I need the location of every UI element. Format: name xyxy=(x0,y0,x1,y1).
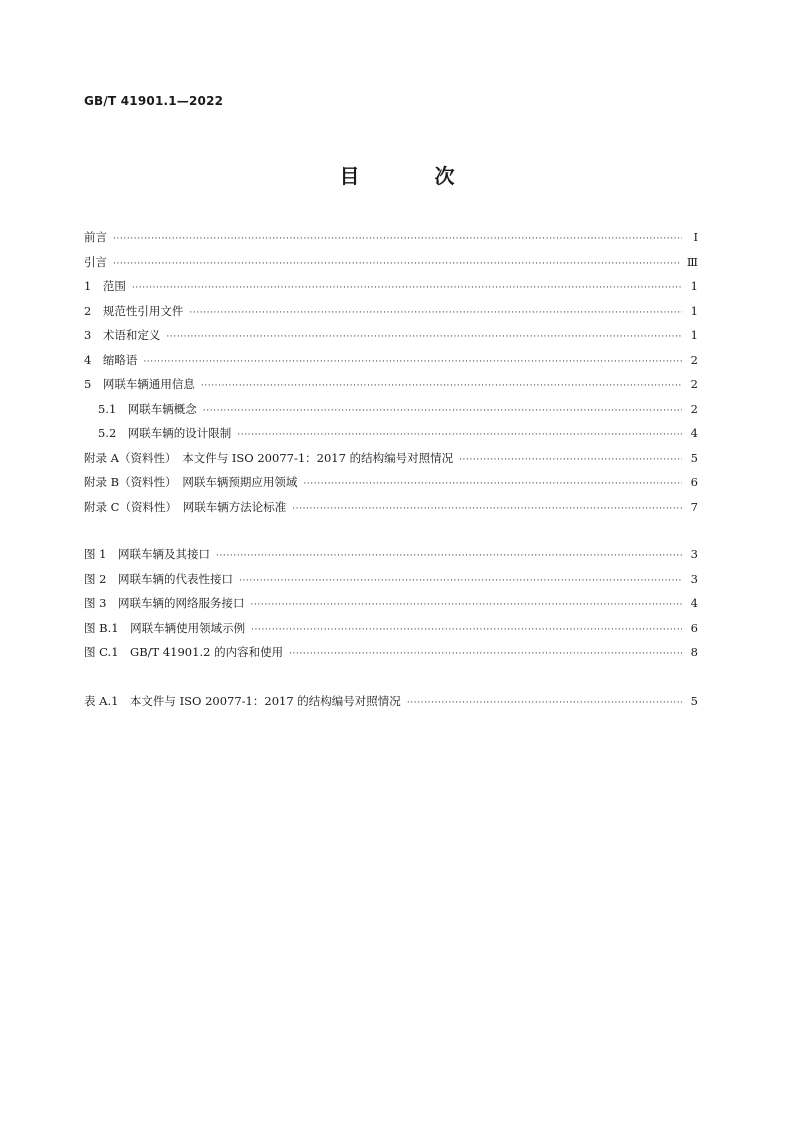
toc-entry-page: 5 xyxy=(690,694,698,708)
toc-entry-figure-b1[interactable] xyxy=(84,616,698,641)
toc-entry-figure-3[interactable] xyxy=(84,591,698,616)
toc-figures xyxy=(84,542,698,665)
dot-leader xyxy=(166,325,682,350)
toc-entry-label: 1 范围 xyxy=(84,279,126,293)
dot-leader xyxy=(251,618,682,643)
toc-entry-label: 图 C.1 GB/T 41901.2 的内容和使用 xyxy=(84,645,284,659)
toc-entry-figure-1[interactable] xyxy=(84,542,698,567)
dot-leader xyxy=(289,642,682,667)
page-title: 目 次 xyxy=(339,164,489,188)
toc-tables xyxy=(84,689,698,714)
toc-entry-figure-2[interactable] xyxy=(84,567,698,592)
toc-entry-label: 4 缩略语 xyxy=(84,352,138,367)
dot-leader xyxy=(143,350,682,375)
toc-entry-page: 8 xyxy=(690,645,698,659)
toc-entry-label: 附录 B（资料性） 网联车辆预期应用领域 xyxy=(84,475,298,489)
toc-sections xyxy=(84,225,698,519)
toc-entry-introduction[interactable] xyxy=(84,250,698,275)
toc-entry-page: 1 xyxy=(690,303,698,318)
dot-leader xyxy=(201,374,682,399)
toc-entry-label: 前言 xyxy=(84,230,107,244)
toc-entry-annex-a[interactable] xyxy=(84,446,698,471)
toc-entry-annex-b[interactable] xyxy=(84,470,698,495)
toc-entry-scope[interactable] xyxy=(84,274,698,299)
toc-entry-page: 4 xyxy=(690,426,698,440)
toc-entry-label: 表 A.1 本文件与 ISO 20077-1：2017 的结构编号对照情况 xyxy=(84,694,401,708)
toc-entry-abbreviations[interactable] xyxy=(84,348,698,373)
toc-entry-page: 5 xyxy=(690,450,698,465)
toc-entry-concept[interactable] xyxy=(84,397,698,422)
toc-entry-terms-definitions[interactable] xyxy=(84,323,698,348)
toc-entry-table-a1[interactable] xyxy=(84,689,698,714)
toc-entry-page: 1 xyxy=(690,328,698,342)
toc-entry-general-info[interactable] xyxy=(84,372,698,397)
dot-leader xyxy=(250,593,682,618)
toc-entry-label: 附录 C（资料性） 网联车辆方法论标准 xyxy=(84,499,287,514)
toc-entry-label: 2 规范性引用文件 xyxy=(84,303,184,318)
toc-entry-foreword[interactable] xyxy=(84,225,698,250)
toc-entry-page: 7 xyxy=(690,499,698,514)
toc-entry-page: 2 xyxy=(690,377,698,391)
dot-leader xyxy=(237,423,682,448)
toc-entry-page: 1 xyxy=(690,279,698,293)
toc-entry-label: 5.2 网联车辆的设计限制 xyxy=(98,426,232,440)
toc-entry-label: 附录 A（资料性） 本文件与 ISO 20077-1：2017 的结构编号对照情况 xyxy=(84,450,454,465)
dot-leader xyxy=(113,252,681,277)
dot-leader xyxy=(216,544,682,569)
dot-leader xyxy=(407,691,682,716)
toc-entry-page: 3 xyxy=(690,547,698,561)
toc-entry-label: 引言 xyxy=(84,254,107,269)
dot-leader xyxy=(292,497,682,522)
dot-leader xyxy=(459,448,682,473)
toc-entry-label: 图 B.1 网联车辆使用领域示例 xyxy=(84,620,246,635)
toc-entry-page: 6 xyxy=(690,475,698,489)
toc-entry-page: Ⅰ xyxy=(693,230,698,244)
toc-entry-label: 图 3 网联车辆的网络服务接口 xyxy=(84,596,245,610)
standard-number: GB/T 41901.1—2022 xyxy=(84,94,224,108)
toc-entry-design-limits[interactable] xyxy=(84,421,698,446)
dot-leader xyxy=(203,399,682,424)
toc-entry-annex-c[interactable] xyxy=(84,495,698,520)
dot-leader xyxy=(132,276,682,301)
toc-entry-label: 3 术语和定义 xyxy=(84,328,161,342)
toc-entry-page: 3 xyxy=(690,571,698,586)
toc-entry-page: Ⅲ xyxy=(686,254,698,269)
dot-leader xyxy=(303,472,682,497)
toc-entry-normative-references[interactable] xyxy=(84,299,698,324)
toc-entry-page: 6 xyxy=(690,620,698,635)
dot-leader xyxy=(239,569,682,594)
toc-entry-page: 2 xyxy=(690,352,698,367)
toc-entry-page: 2 xyxy=(690,401,698,416)
toc-entry-label: 图 2 网联车辆的代表性接口 xyxy=(84,571,233,586)
toc-entry-label: 5 网联车辆通用信息 xyxy=(84,377,195,391)
dot-leader xyxy=(113,227,682,252)
toc-entry-page: 4 xyxy=(690,596,698,610)
toc-entry-label: 图 1 网联车辆及其接口 xyxy=(84,547,210,561)
toc-entry-figure-c1[interactable] xyxy=(84,640,698,665)
toc-entry-label: 5.1 网联车辆概念 xyxy=(98,401,197,416)
dot-leader xyxy=(189,301,682,326)
